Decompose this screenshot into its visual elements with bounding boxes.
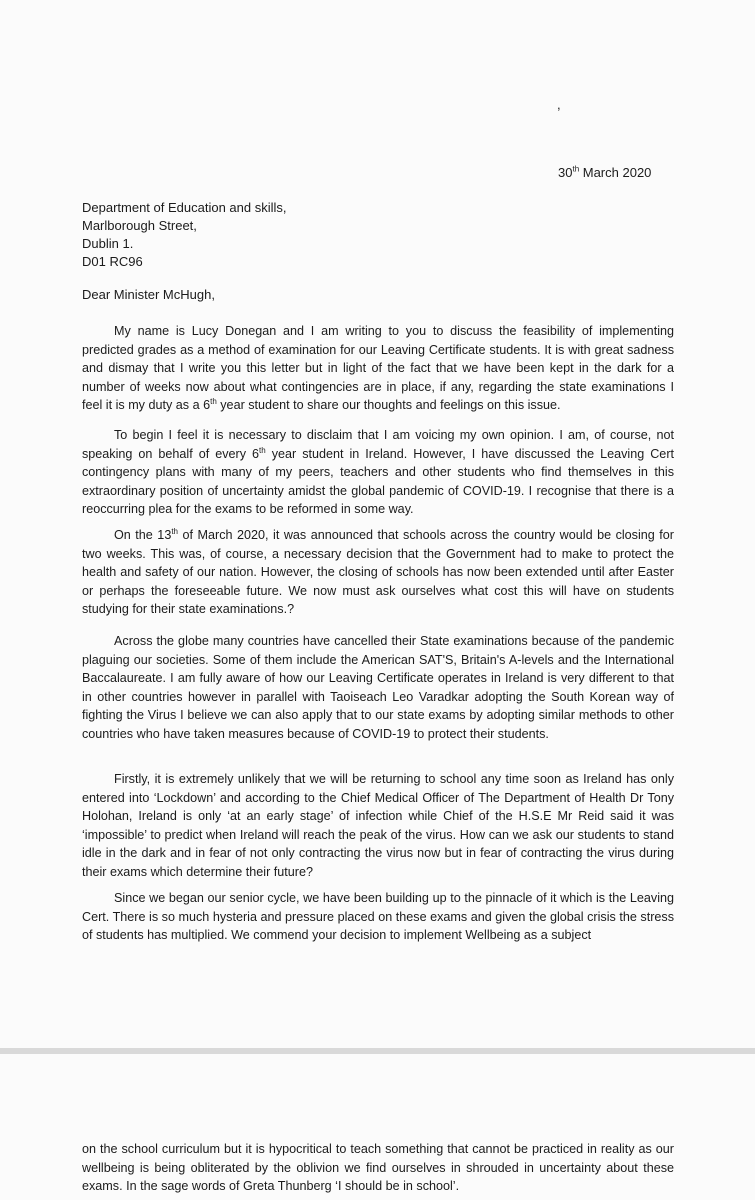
paragraph-lockdown: Firstly, it is extremely unlikely that we will be returning to school any time soon as Ireland has only entered into ‘Lockdown’ and according to the Chief Medical Officer of The Department of Health Dr Tony Holohan, Ireland is only ‘at an early stage’ of infection while Chief of the H.S.E Mr Reid said it was ‘impossible’ to predict when Ireland will reach the peak of the virus. How can we ask our students to stand idle in the dark and in fear of not only contracting the virus now but in fear of contracting the virus during their exams which determine their future? [82,772,674,879]
address-line: Dublin 1. [82,236,134,251]
address-line: D01 RC96 [82,254,143,269]
date-suffix: th [572,164,580,174]
paragraph-senior-cycle: Since we began our senior cycle, we have been building up to the pinnacle of it which is the Leaving Cert. There is so much hysteria and pressure placed on these exams and given the global crisis the stress of students has multiplied. We commend your decision to implement Wellbeing as a subject [82,891,674,942]
letter-date [558,165,651,181]
paragraph-disclaimer: To begin I feel it is necessary to disclaim that I am voicing my own opinion. I am, of course, not speaking on behalf of every 6th year student in Ireland. However, I have discussed the Leaving Cert contingency plans with many of my peers, teachers and other students who find themselves in this extraordinary position of uncertainty amidst the global pandemic of COVID-19. I recognise that there is a reoccurring plea for the exams to be reformed in some way. [82,428,675,516]
recipient-address [82,199,287,271]
address-line: Marlborough Street, [82,218,197,233]
paragraph-intro: My name is Lucy Donegan and I am writing to you to discuss the feasibility of implementing predicted grades as a method of examination for our Leaving Certificate students. It is with great sadness and dismay that I write you this letter but in light of the fact that we have been kept in the dark for a number of weeks now about what contingencies are in place, if any, regarding the state examinations I feel it is my duty as a 6th year student to share our thoughts and feelings on this issue. [82,324,674,412]
date-rest: March 2020 [579,165,652,180]
corner-mark: , [557,97,561,112]
paragraph-continuation: on the school curriculum but it is hypocritical to teach something that cannot be practiced in reality as our wellbeing is being obliterated by the oblivion we find ourselves in shrouded in uncertainty about these exams. In the sage words of Greta Thunberg ‘I should be in school’. [82,1142,674,1193]
date-day: 30 [558,165,573,180]
paragraph-school-closure: On the 13th of March 2020, it was announced that schools across the country would be closing for two weeks. This was, of course, a necessary decision that the Government had to make to protect the health and safety of our nation. However, the closing of schools has now been extended until after Easter or perhaps the foreseeable future. We now must ask ourselves what cost this will have on students studying for their state examinations.? [82,526,674,616]
address-line: Department of Education and skills, [82,200,287,215]
paragraph-global-exams: Across the globe many countries have cancelled their State examinations because of the pandemic plaguing our societies. Some of them include the American SAT'S, Britain's A-levels and the International Baccalaureate. I am fully aware of how our Leaving Certificate operates in Ireland is very different to that in other countries however in parallel with Taoiseach Leo Varadkar adopting the South Korean way of fighting the Virus I believe we can also apply that to our state exams by adopting similar methods to other countries who have taken measures because of COVID-19 to protect their students. [82,634,674,741]
salutation: Dear Minister McHugh, [82,287,215,302]
